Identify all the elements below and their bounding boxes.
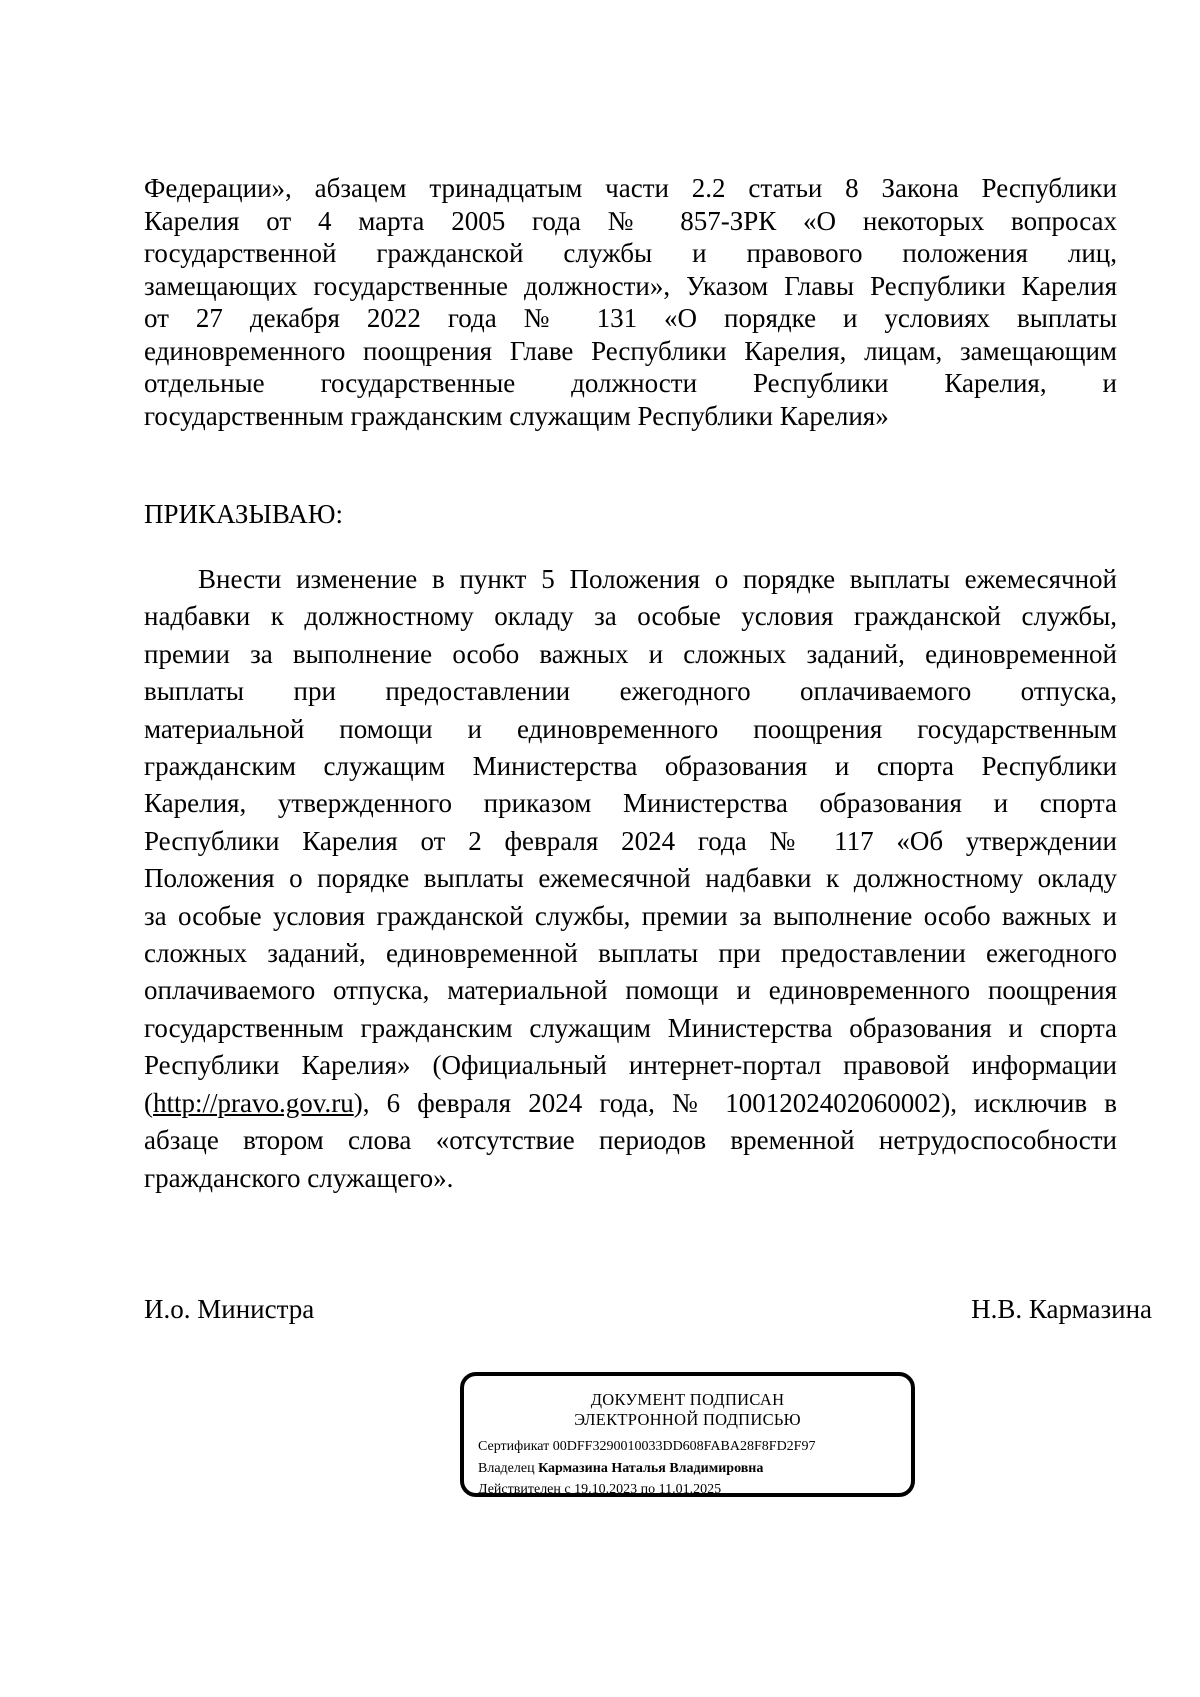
- certificate-label: Сертификат: [478, 1439, 550, 1454]
- preamble-line: государственным гражданским служащим Республики Карелия»: [144, 400, 889, 431]
- valid-to-label: по: [640, 1482, 656, 1497]
- preamble-line: Карелия от 4 марта 2005 года № 857-ЗРК «О некоторых вопросах: [144, 205, 1117, 236]
- preamble-paragraph: [144, 172, 1117, 432]
- order-body-paragraph: [144, 561, 1117, 1197]
- body-line: за особые условия гражданской службы, премии за выполнение особо важных и: [144, 900, 1117, 931]
- preamble-line: отдельные государственные должности Республики Карелия, и: [144, 368, 1117, 398]
- owner-label: Владелец: [478, 1461, 535, 1476]
- preamble-line: замещающих государственные должности», Указом Главы Республики Карелия: [144, 270, 1117, 301]
- body-line: материальной помощи и единовременного поощрения государственным: [144, 713, 1117, 744]
- stamp-owner-row: [478, 1461, 763, 1477]
- preamble-line: единовременного поощрения Главе Республики Карелия, лицам, замещающим: [144, 335, 1117, 366]
- order-heading: ПРИКАЗЫВАЮ:: [144, 499, 343, 529]
- body-line: Республики Карелия» (Официальный интернет-портал правовой информации: [144, 1050, 1117, 1081]
- valid-to: 11.01.2025: [658, 1482, 722, 1497]
- body-line: премии за выполнение особо важных и сложных заданий, единовременной: [144, 638, 1117, 669]
- body-line: абзаце втором слова «отсутствие периодов временной нетрудоспособности: [144, 1125, 1117, 1156]
- preamble-line: Федерации», абзацем тринадцатым части 2.2 статьи 8 Закона Республики: [144, 173, 1117, 203]
- valid-label: Действителен с: [478, 1482, 571, 1497]
- signatory-name: Н.В. Кармазина: [971, 1294, 1152, 1324]
- stamp-validity-row: [478, 1482, 721, 1498]
- certificate-value: 00DFF3290010033DD608FABA28F8FD2F97: [552, 1439, 816, 1454]
- body-line: выплаты при предоставлении ежегодного оплачиваемого отпуска,: [144, 676, 1117, 707]
- body-line: сложных заданий, единовременной выплаты при предоставлении ежегодного: [144, 938, 1117, 969]
- body-line: Республики Карелия от 2 февраля 2024 года № 117 «Об утверждении: [144, 825, 1117, 856]
- body-line: оплачиваемого отпуска, материальной помощи и единовременного поощрения: [144, 975, 1117, 1006]
- body-line: гражданского служащего».: [144, 1162, 454, 1193]
- stamp-title-line: ДОКУМЕНТ ПОДПИСАН: [590, 1390, 785, 1409]
- signatory-title: И.о. Министра: [144, 1294, 315, 1324]
- body-line: Карелия, утвержденного приказом Министерства образования и спорта: [144, 788, 1117, 819]
- owner-value: Кармазина Наталья Владимировна: [538, 1461, 764, 1476]
- pravo-gov-link[interactable]: http://pravo.gov.ru: [153, 1087, 354, 1118]
- stamp-title: [464, 1390, 911, 1430]
- body-line: Положения о порядке выплаты ежемесячной надбавки к должностному окладу: [144, 863, 1117, 894]
- stamp-certificate-row: [478, 1439, 815, 1455]
- body-line: надбавки к должностному окладу за особые условия гражданской службы,: [144, 601, 1117, 632]
- body-line: гражданским служащим Министерства образования и спорта Республики: [144, 751, 1117, 782]
- electronic-signature-stamp: [460, 1372, 915, 1497]
- preamble-line: от 27 декабря 2022 года № 131 «О порядке и условиях выплаты: [144, 303, 1117, 333]
- link-suffix: ), 6 февраля 2024 года, № 1001202402060002), исключив в: [353, 1087, 1117, 1118]
- link-prefix: (: [144, 1087, 153, 1118]
- body-line-with-link: [144, 1085, 1117, 1122]
- preamble-line: государственной гражданской службы и правового положения лиц,: [144, 238, 1117, 268]
- body-line: Внести изменение в пункт 5 Положения о порядке выплаты ежемесячной: [198, 564, 1117, 594]
- stamp-title-line: ЭЛЕКТРОННОЙ ПОДПИСЬЮ: [574, 1410, 801, 1429]
- body-line: государственным гражданским служащим Министерства образования и спорта: [144, 1012, 1117, 1043]
- valid-from: 19.10.2023: [574, 1482, 638, 1497]
